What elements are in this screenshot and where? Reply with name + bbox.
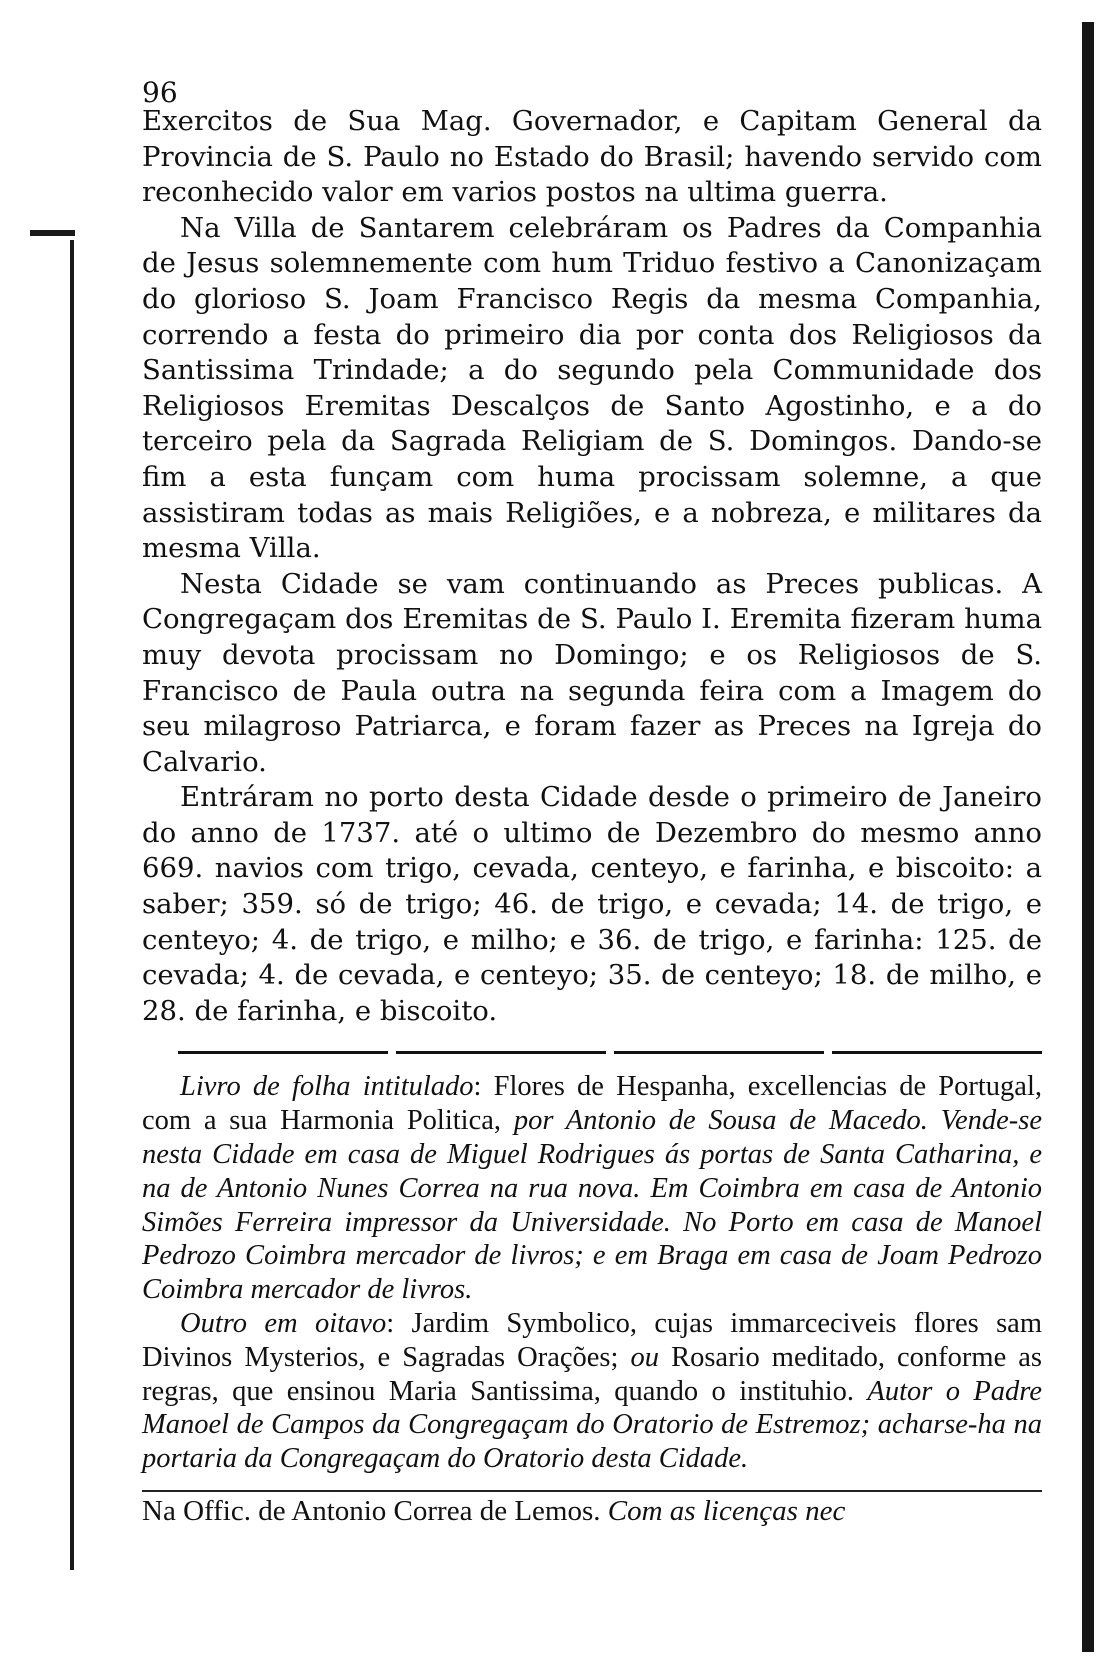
divider-segment [832, 1051, 1042, 1054]
imprint-printer: Na Offic. de Antonio Correa de Lemos. [142, 1495, 601, 1527]
ad-details: Autor o Padre Manoel de Campos da Congregaçam do Oratorio de Estremoz; acharse-ha na portaria da Congregaçam do Oratorio desta Cidade. [142, 1375, 1042, 1475]
ad-title: : Jardim Symbolico, cujas immarceciveis flores sam Divinos Mysterios, e Sagradas Orações; [142, 1308, 1042, 1373]
ad-details: por Antonio de Sousa de Macedo. Vende-se nesta Cidade em casa de Miguel Rodrigues ás portas de Santa Catharina, e na de Antonio Nunes Correa na rua nova. Em Coimbra em casa de Antonio Simões Ferreira impressor da Universidade. No Porto em casa de Manoel Pedrozo Coimbra mercador de livros; e em Braga em casa de Joam Pedrozo Coimbra mercador de livros. [142, 1105, 1042, 1306]
page-edge-shadow [1082, 22, 1094, 1652]
book-advertisement [142, 1307, 1042, 1476]
ad-title: : Flores de Hespanha, excellencias de Portugal, com a sua Harmonia Politica, [142, 1071, 1042, 1137]
news-paragraph: Entráram no porto desta Cidade desde o primeiro de Janeiro do anno de 1737. até o ultimo de Dezembro do mesmo anno 669. navios com trigo, cevada, centeyo, e farinha, e biscoito: a saber; 359. só de trigo; 46. de trigo, e cevada; 14. de trigo, e centeyo; 4. de trigo, e milho; e 36. de trigo, e farinha: 125. de cevada; 4. de cevada, e centeyo; 35. de centeyo; 18. de milho, e 28. de farinha, e biscoito. [142, 781, 1042, 1027]
page-content [142, 78, 1042, 1528]
news-paragraph: Exercitos de Sua Mag. Governador, e Capitam General da Provincia de S. Paulo no Estado do Brasil; havendo servido com reconhecido valor em varios postos na ultima guerra. [142, 105, 1042, 209]
binding-edge [70, 240, 74, 1570]
book-advertisement [142, 1070, 1042, 1307]
printer-imprint [142, 1490, 1042, 1528]
divider-segment [178, 1051, 388, 1054]
imprint-license: Com as licenças nec [607, 1495, 846, 1527]
binding-mark [30, 230, 75, 236]
divider-segment [396, 1051, 606, 1054]
news-paragraph: Nesta Cidade se vam continuando as Preces publicas. A Congregaçam dos Eremitas de S. Paulo I. Eremita fizeram huma muy devota procissam no Domingo; e os Religiosos de S. Francisco de Paula outra na segunda feira com a Imagem do seu milagroso Patriarca, e foram fazer as Preces na Igreja do Calvario. [142, 567, 1042, 778]
page-number: 96 [142, 76, 178, 109]
ad-heading: Outro em oitavo [180, 1308, 387, 1340]
ad-connector: ou [630, 1341, 659, 1373]
news-paragraph: Na Villa de Santarem celebráram os Padres da Companhia de Jesus solemnemente com hum Triduo festivo a Canonizaçam do glorioso S. Joam Francisco Regis da mesma Companhia, correndo a festa do primeiro dia por conta dos Religiosos da Santissima Trindade; a do segundo pela Communidade dos Religiosos Eremitas Descalços de Santo Agostinho, e a do terceiro pela da Sagrada Religiam de S. Domingos. Dando-se fim a esta funçam com huma procissam solemne, a que assistiram todas as mais Religiões, e a nobreza, e militares da mesma Villa. [142, 211, 1042, 565]
divider-segment [614, 1051, 824, 1054]
section-divider [178, 1051, 1042, 1054]
ad-subtitle: Rosario meditado, conforme as regras, que ensinou Maria Santissima, quando o instituhio. [142, 1341, 1043, 1407]
ad-heading: Livro de folha intitulado [180, 1071, 474, 1103]
